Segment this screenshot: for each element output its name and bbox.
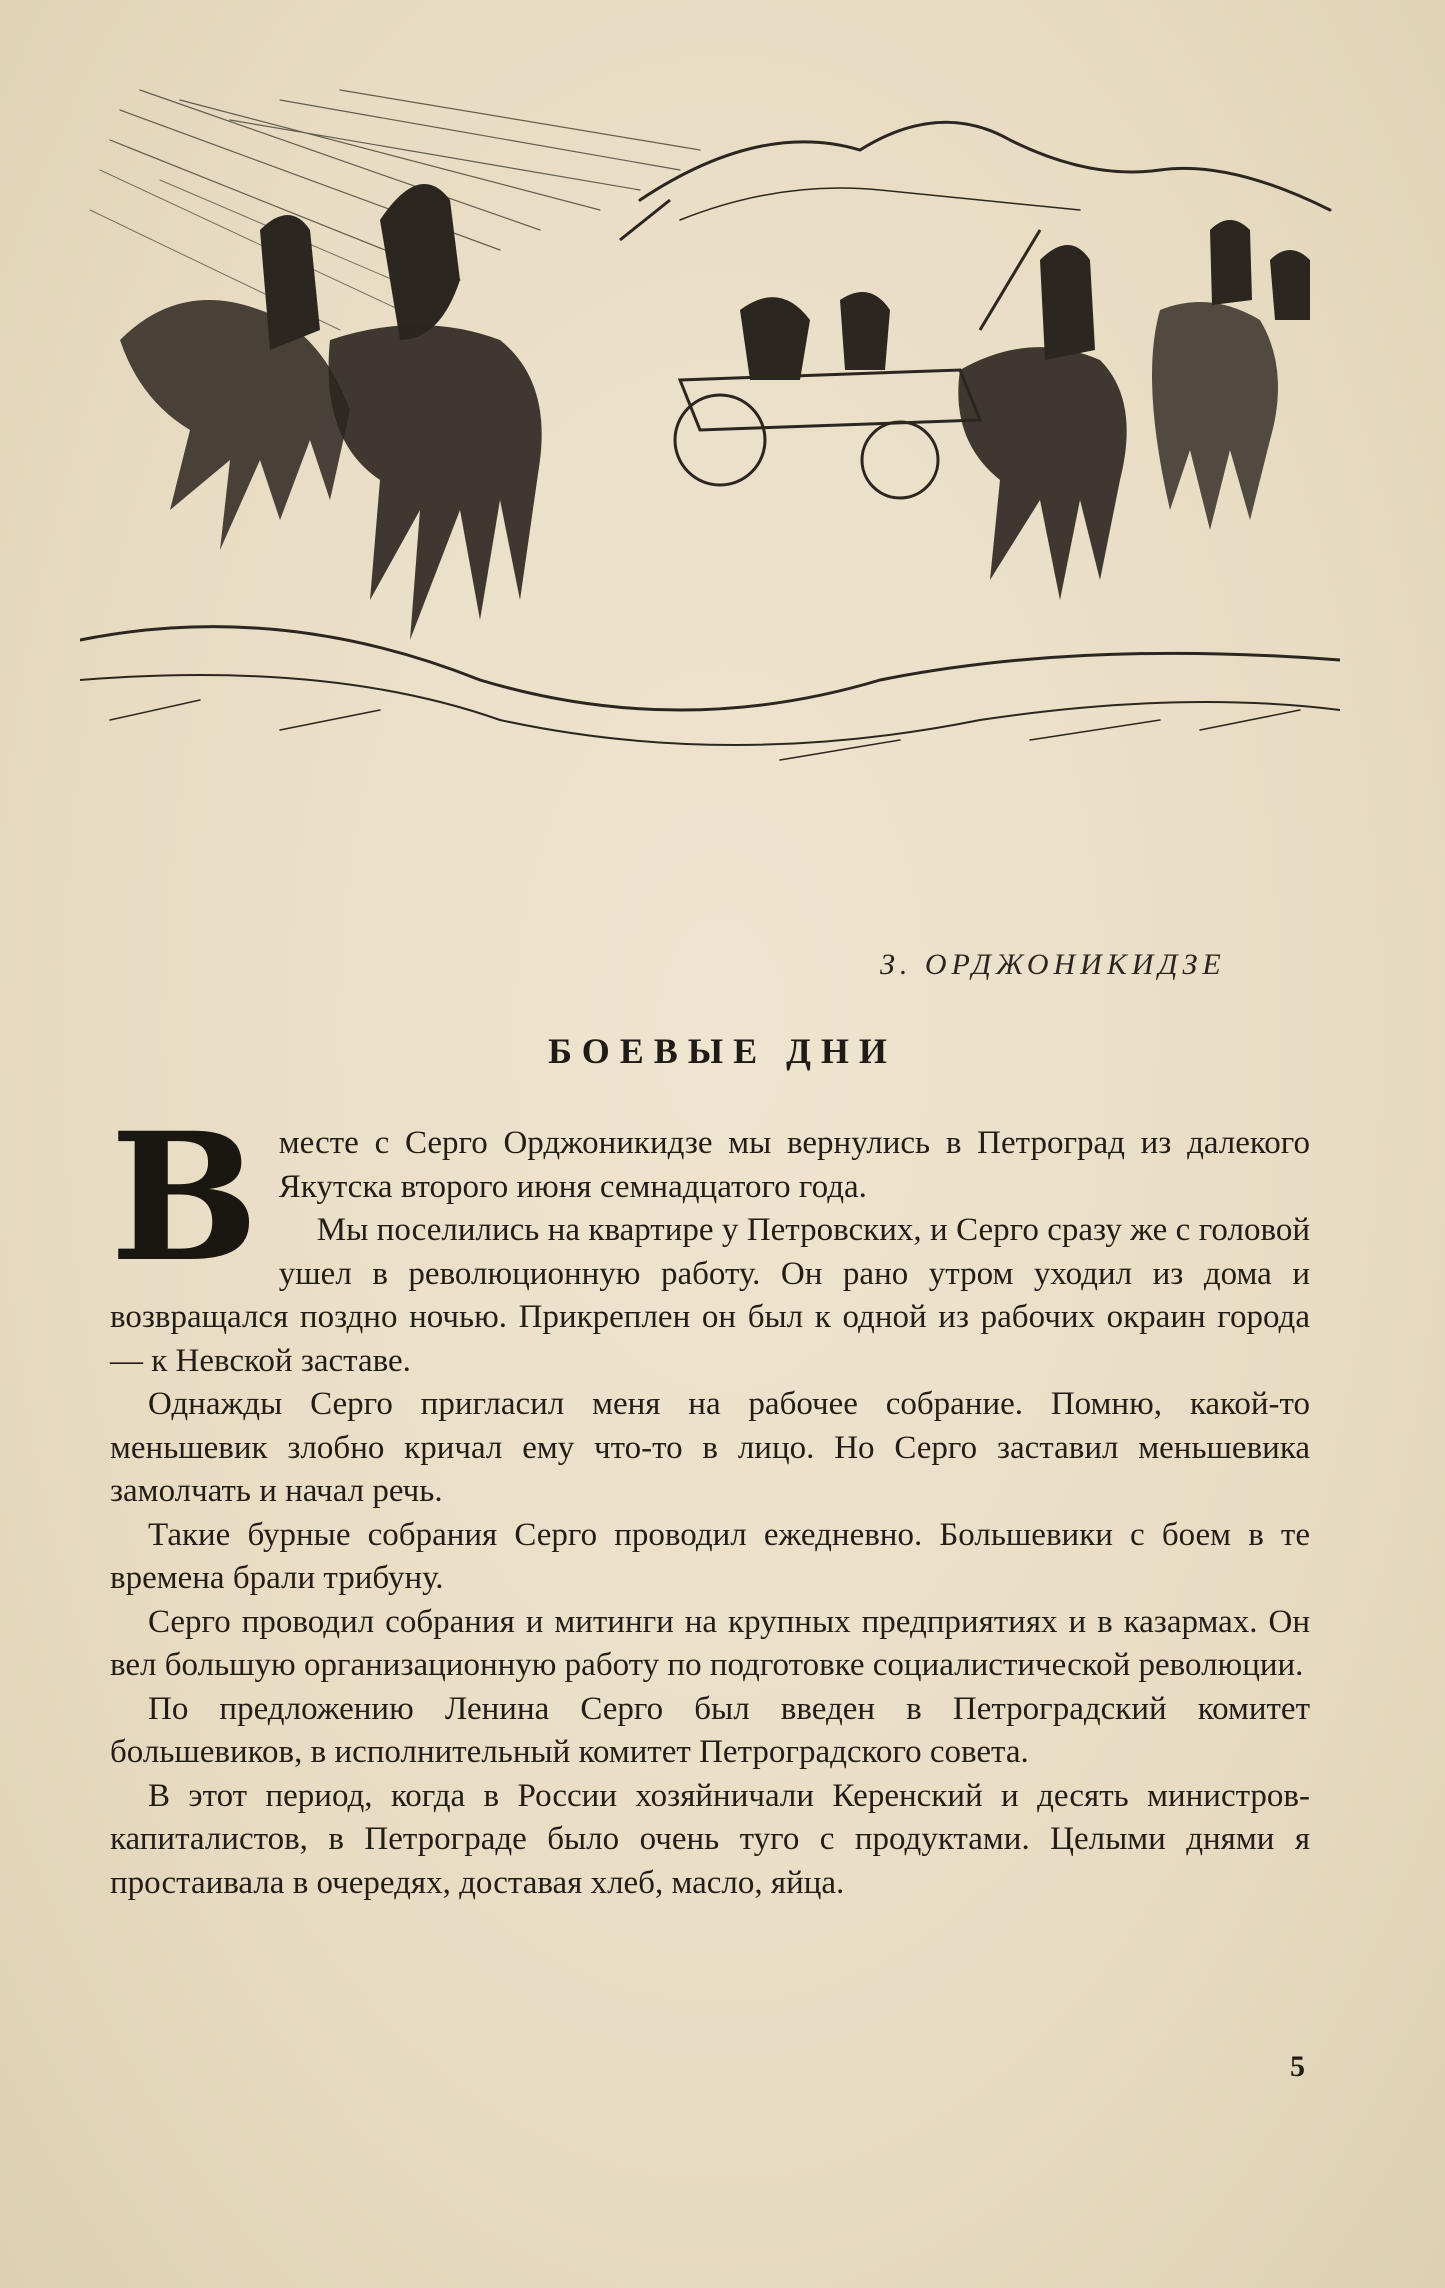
page-number: 5	[1290, 2050, 1305, 2083]
author-name: З. ОРДЖОНИКИДЗЕ	[880, 948, 1226, 981]
body-text	[110, 1094, 1310, 1905]
paragraph: По предложению Ленина Серго был введен в Петроградский комитет большевиков, в исполнительный комитет Петроградского совета.	[110, 1690, 1310, 1770]
horsemen-illustration	[80, 80, 1340, 780]
paragraph: месте с Серго Орджоникидзе мы вернулись в Петроград из далекого Якутска второго июня семнадцатого года.	[278, 1125, 1310, 1205]
paragraph: Однажды Серго пригласил меня на рабочее собрание. Помню, какой-то меньшевик злобно кричал ему что-то в лицо. Но Серго заставил меньшевика замолчать и начал речь.	[110, 1386, 1310, 1509]
chapter-title: БОЕВЫЕ ДНИ	[548, 1031, 897, 1071]
drop-cap: В	[110, 1094, 259, 1301]
paragraph: Мы поселились на квартире у Петровских, и Серго сразу же с головой ушел в революционную работу. Он рано утром уходил из дома и возвращался поздно ночью. Прикреплен он был к одной из рабочих окраин города — к Невской заставе.	[110, 1212, 1310, 1379]
paragraph: Серго проводил собрания и митинги на крупных предприятиях и в казармах. Он вел большую организационную работу по подготовке социалистической революции.	[110, 1603, 1310, 1683]
paragraph: Такие бурные собрания Серго проводил ежедневно. Большевики с боем в те времена брали трибуну.	[110, 1516, 1310, 1596]
paragraph: В этот период, когда в России хозяйничали Керенский и десять министров-капиталистов, в Петрограде было очень туго с продуктами. Целыми днями я простаивала в очередях, доставая хлеб, масло, яйца.	[110, 1777, 1310, 1901]
illustration-drawing	[80, 80, 1340, 780]
